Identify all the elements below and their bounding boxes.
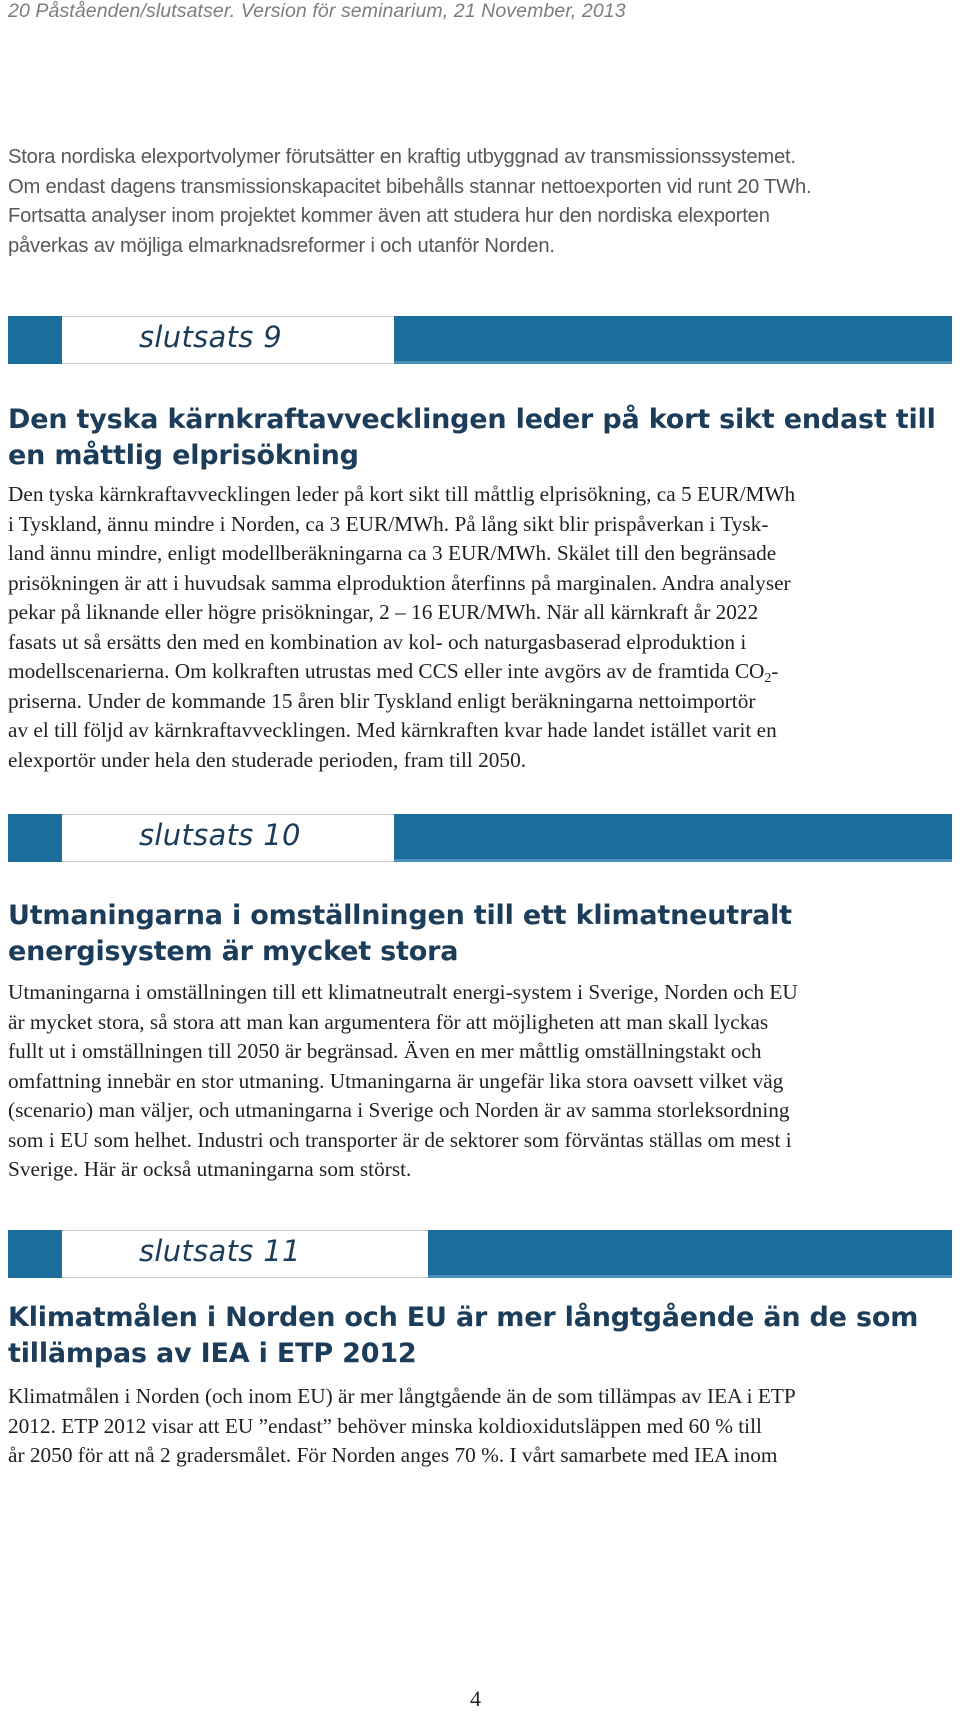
- body-line: (scenario) man väljer, och utmaningarna i Sverige och Norden är av samma storleksordning: [8, 1098, 790, 1122]
- section-band-slutsats-10: [8, 814, 952, 862]
- intro-line: Om endast dagens transmissionskapacitet bibehålls stannar nettoexporten vid runt 20 TWh.: [8, 175, 812, 198]
- body-line-co2: [8, 657, 952, 687]
- band-bar: [394, 814, 952, 862]
- body-text-fragment: -: [771, 659, 779, 683]
- title-line: en måttlig elprisökning: [8, 440, 359, 471]
- section-label: slutsats 9: [139, 320, 282, 354]
- body-text-fragment: modellscenarierna. Om kolkraften utrustas med CCS eller inte avgörs av de framtida CO: [8, 659, 765, 683]
- body-line: elexportör under hela den studerade perioden, fram till 2050.: [8, 747, 527, 772]
- page-number: 4: [470, 1686, 481, 1711]
- section-title: [8, 898, 952, 970]
- section-title: [8, 1300, 952, 1372]
- subscript: 2: [764, 671, 772, 686]
- intro-line: Stora nordiska elexportvolymer förutsätter en kraftig utbyggnad av transmissionssystemet.: [8, 146, 796, 168]
- body-line: priserna. Under de kommande 15 åren blir Tyskland enligt beräkningarna nettoimportör: [8, 688, 756, 713]
- title-line: Den tyska kärnkraftavvecklingen leder på kort sikt endast till: [8, 404, 936, 435]
- section-title: [8, 402, 952, 474]
- title-line: energisystem är mycket stora: [8, 936, 459, 967]
- band-square: [8, 814, 62, 862]
- body-line: Den tyska kärnkraftavvecklingen leder på kort sikt till måttlig elprisökning, ca 5 EUR/MWh: [8, 482, 796, 506]
- body-line: som i EU som helhet. Industri och transporter är de sektorer som förväntas ställas om mest i: [8, 1127, 792, 1152]
- section-label: slutsats 10: [139, 818, 301, 852]
- section-label: slutsats 11: [139, 1234, 301, 1268]
- title-line: Utmaningarna i omställningen till ett klimatneutralt: [8, 900, 792, 931]
- body-line: fasats ut så ersätts den med en kombination av kol- och naturgasbaserad elproduktion i: [8, 629, 747, 654]
- body-line: 2012. ETP 2012 visar att EU ”endast” behöver minska koldioxidutsläppen med 60 % till: [8, 1413, 762, 1438]
- running-header: 20 Påståenden/slutsatser. Version för seminarium, 21 November, 2013: [8, 0, 626, 22]
- section-band-slutsats-11: [8, 1230, 952, 1278]
- section-body: [8, 480, 952, 775]
- body-line: prisökningen är att i huvudsak samma elproduktion återfinns på marginalen. Andra analyser: [8, 570, 791, 595]
- body-line: omfattning innebär en stor utmaning. Utmaningarna är ungefär lika stora oavsett vilket väg: [8, 1068, 784, 1093]
- body-line: år 2050 för att nå 2 gradersmålet. För Norden anges 70 %. I vårt samarbete med IEA inom: [8, 1443, 778, 1467]
- title-line: Klimatmålen i Norden och EU är mer långtgående än de som: [8, 1302, 919, 1333]
- section-band-slutsats-9: [8, 316, 952, 364]
- body-line: i Tyskland, ännu mindre i Norden, ca 3 EUR/MWh. På lång sikt blir prispåverkan i Tysk-: [8, 511, 769, 536]
- body-line: Utmaningarna i omställningen till ett klimatneutralt energi-system i Sverige, Norden och EU: [8, 980, 798, 1004]
- body-line: är mycket stora, så stora att man kan argumentera för att möjligheten att man skall lyckas: [8, 1009, 769, 1034]
- body-line: fullt ut i omställningen till 2050 är begränsad. Även en mer måttlig omställningstakt och: [8, 1039, 762, 1063]
- intro-line: Fortsatta analyser inom projektet kommer även att studera hur den nordiska elexporten: [8, 205, 770, 227]
- band-square: [8, 316, 62, 364]
- body-line: Klimatmålen i Norden (och inom EU) är mer långtgående än de som tillämpas av IEA i ETP: [8, 1384, 796, 1408]
- body-line: av el till följd av kärnkraftavvecklingen. Med kärnkraften kvar hade landet istället varit en: [8, 718, 777, 742]
- band-bar: [428, 1230, 952, 1278]
- body-line: land ännu mindre, enligt modellberäkningarna ca 3 EUR/MWh. Skälet till den begränsade: [8, 541, 777, 565]
- body-line: pekar på liknande eller högre prisökningar, 2 – 16 EUR/MWh. När all kärnkraft år 2022: [8, 600, 759, 624]
- band-bar: [394, 316, 952, 364]
- band-square: [8, 1230, 62, 1278]
- title-line: tillämpas av IEA i ETP 2012: [8, 1338, 417, 1369]
- section-body: [8, 978, 952, 1185]
- section-body: [8, 1382, 952, 1471]
- intro-paragraph: [8, 143, 948, 261]
- body-line: Sverige. Här är också utmaningarna som störst.: [8, 1157, 412, 1181]
- intro-line: påverkas av möjliga elmarknadsreformer i och utanför Norden.: [8, 234, 555, 257]
